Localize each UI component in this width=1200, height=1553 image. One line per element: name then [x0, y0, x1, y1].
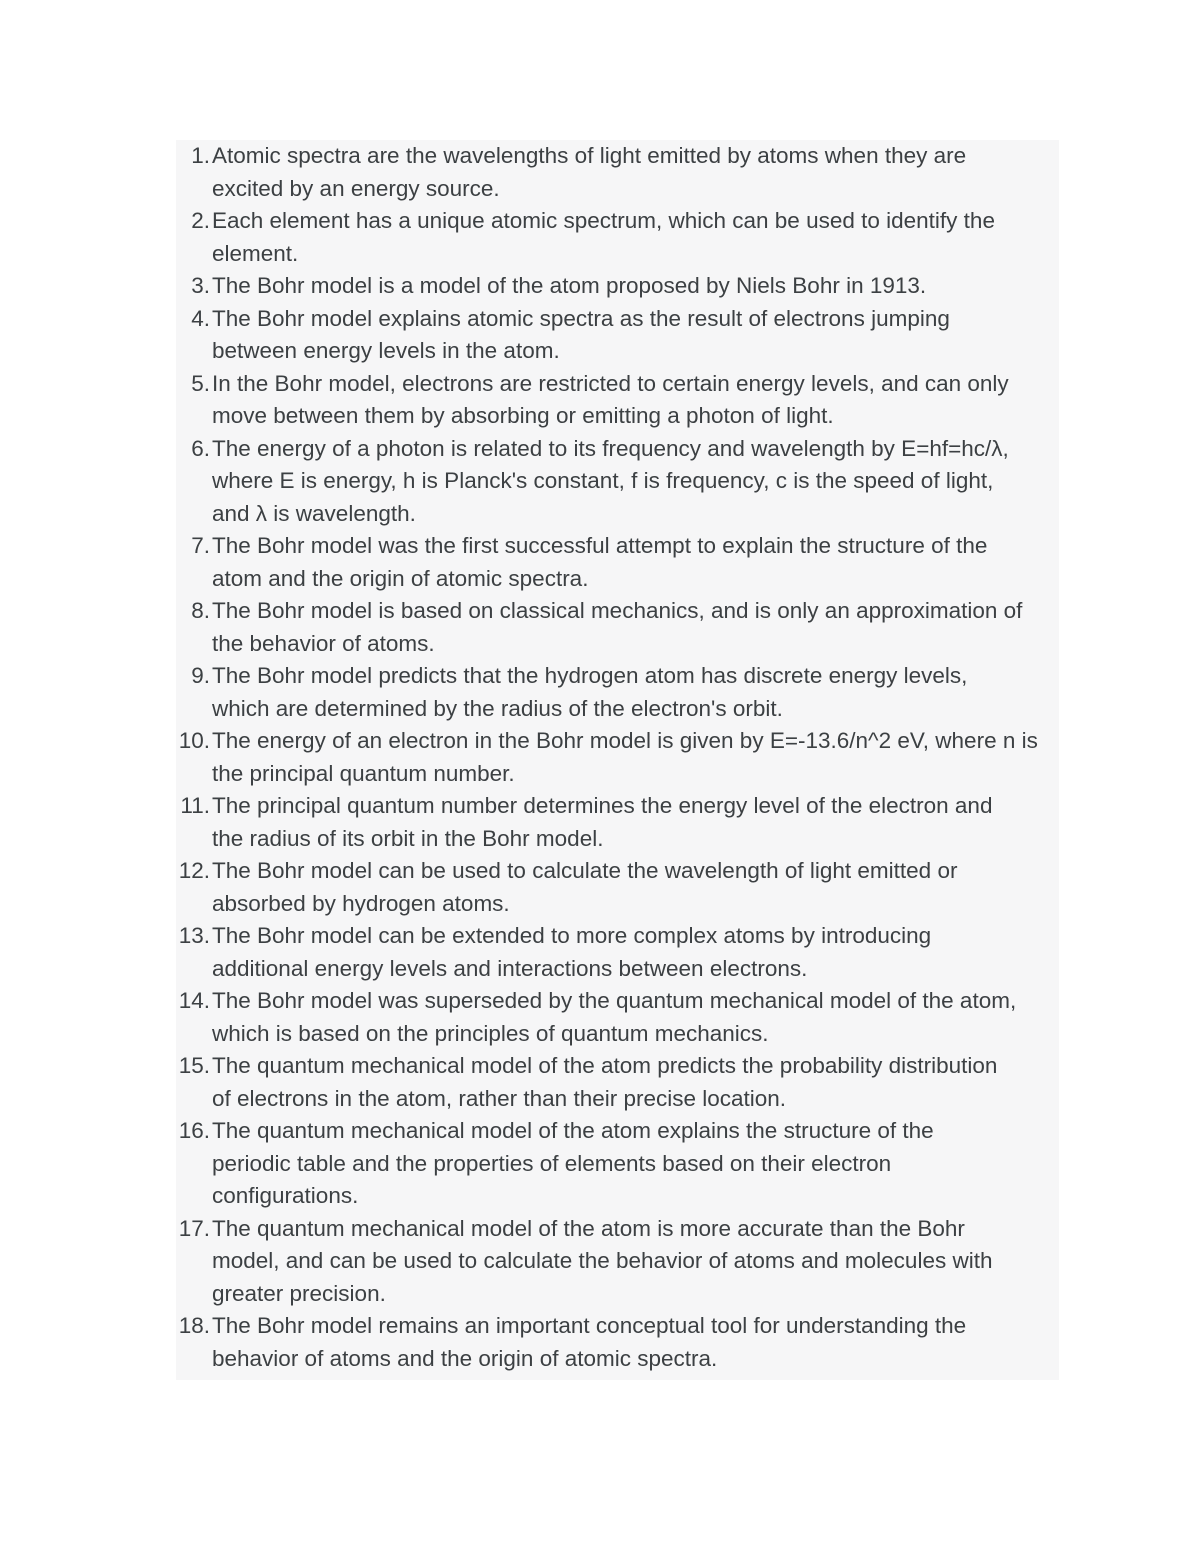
list-item-text [212, 920, 1064, 985]
list-item [176, 205, 1059, 270]
list-item [176, 433, 1059, 531]
list-item-line: which is based on the principles of quantum mechanics. [212, 1020, 769, 1046]
list-item-number: 4. [191, 305, 210, 331]
list-item-number: 3. [191, 273, 210, 298]
list-item-line: The Bohr model was superseded by the quantum mechanical model of the atom, [212, 988, 1017, 1013]
list-item-text [212, 270, 1064, 303]
document-text-block [176, 140, 1059, 1380]
list-item-number: 15. [178, 1053, 210, 1078]
list-item-text [212, 530, 1064, 595]
list-item-line: The energy of an electron in the Bohr model is given by E=-13.6/n^2 eV, where n is [212, 728, 1038, 753]
list-item-text [212, 660, 1064, 725]
list-item [176, 1213, 1059, 1311]
list-item [176, 1115, 1059, 1213]
list-item-text [212, 1213, 1064, 1311]
list-item-text [212, 205, 1064, 270]
list-item-line: The Bohr model is based on classical mechanics, and is only an approximation of [212, 598, 1023, 623]
list-item-number: 1. [191, 143, 210, 168]
list-item [176, 140, 1059, 205]
list-item [176, 985, 1059, 1050]
list-item [176, 790, 1059, 855]
list-item-text [212, 725, 1064, 790]
list-item-number: 14. [178, 988, 210, 1013]
list-item-number: 5. [191, 370, 210, 396]
list-item-text [212, 303, 1064, 368]
list-item-line: The Bohr model is a model of the atom proposed by Niels Bohr in 1913. [212, 273, 927, 298]
list-item-line: In the Bohr model, electrons are restricted to certain energy levels, and can only [212, 370, 1009, 396]
list-item-line: move between them by absorbing or emitting a photon of light. [212, 403, 834, 428]
list-item-text [212, 140, 1064, 205]
list-item-line: The quantum mechanical model of the atom explains the structure of the [212, 1118, 934, 1143]
list-item-text [212, 790, 1064, 855]
list-item [176, 530, 1059, 595]
list-item-number: 9. [191, 663, 210, 688]
list-item [176, 270, 1059, 303]
list-item-line: atom and the origin of atomic spectra. [212, 565, 589, 591]
list-item-number: 11. [180, 793, 210, 818]
list-item-number: 16. [178, 1118, 210, 1143]
list-item-line: Atomic spectra are the wavelengths of light emitted by atoms when they are [212, 143, 967, 168]
list-item-line: The Bohr model remains an important conceptual tool for understanding the [212, 1313, 967, 1338]
list-item-line: The energy of a photon is related to its frequency and wavelength by E=hf=hc/λ, [212, 435, 1009, 461]
list-item-line: element. [212, 240, 299, 266]
list-item [176, 303, 1059, 368]
list-item-number: 6. [191, 435, 210, 461]
list-item-line: greater precision. [212, 1280, 386, 1306]
list-item [176, 725, 1059, 790]
list-item-number: 7. [191, 533, 210, 558]
list-item-line: The quantum mechanical model of the atom predicts the probability distribution [212, 1053, 998, 1078]
list-item [176, 1310, 1059, 1375]
list-item-line: the behavior of atoms. [212, 630, 435, 656]
list-item-line: the principal quantum number. [212, 760, 515, 786]
list-item-line: the radius of its orbit in the Bohr model. [212, 825, 604, 851]
list-item-number: 12. [178, 858, 210, 883]
list-item-line: absorbed by hydrogen atoms. [212, 890, 510, 916]
list-item-line: The quantum mechanical model of the atom is more accurate than the Bohr [212, 1215, 965, 1241]
list-item [176, 1050, 1059, 1115]
list-item [176, 920, 1059, 985]
list-item-line: The Bohr model can be extended to more complex atoms by introducing [212, 923, 932, 948]
list-item-line: and λ is wavelength. [212, 500, 416, 526]
list-item-text [212, 1050, 1064, 1115]
list-item-line: Each element has a unique atomic spectrum, which can be used to identify the [212, 208, 995, 233]
list-item-line: behavior of atoms and the origin of atomic spectra. [212, 1345, 718, 1371]
list-item-text [212, 855, 1064, 920]
list-item-line: The Bohr model predicts that the hydrogen atom has discrete energy levels, [212, 663, 968, 688]
list-item-line: additional energy levels and interactions between electrons. [212, 955, 808, 981]
list-item-number: 2. [191, 208, 210, 233]
list-item-line: periodic table and the properties of elements based on their electron [212, 1150, 892, 1176]
list-item-text [212, 1310, 1064, 1375]
list-item-line: excited by an energy source. [212, 175, 500, 201]
list-item-number: 10. [178, 728, 210, 753]
list-item [176, 855, 1059, 920]
list-item-line: where E is energy, h is Planck's constant, f is frequency, c is the speed of light, [212, 468, 994, 493]
list-item-number: 8. [191, 598, 210, 623]
list-item [176, 660, 1059, 725]
list-item-line: configurations. [212, 1183, 359, 1208]
list-item-line: The Bohr model can be used to calculate the wavelength of light emitted or [212, 858, 958, 883]
list-item-line: which are determined by the radius of the electron's orbit. [212, 695, 783, 721]
list-item-number: 17. [178, 1215, 210, 1241]
list-item-text [212, 595, 1064, 660]
list-item-number: 18. [178, 1313, 210, 1338]
list-item-line: The Bohr model explains atomic spectra as the result of electrons jumping [212, 305, 950, 331]
list-item-line: The Bohr model was the first successful attempt to explain the structure of the [212, 533, 988, 558]
list-item-line: between energy levels in the atom. [212, 338, 560, 363]
list-item-number: 13. [178, 923, 210, 948]
list-item [176, 368, 1059, 433]
list-item-line: model, and can be used to calculate the behavior of atoms and molecules with [212, 1248, 993, 1273]
list-item-line: The principal quantum number determines the energy level of the electron and [212, 793, 993, 818]
list-item-text [212, 368, 1064, 433]
list-item-line: of electrons in the atom, rather than their precise location. [212, 1085, 787, 1111]
list-item-text [212, 433, 1064, 531]
list-item-text [212, 985, 1064, 1050]
list-item-text [212, 1115, 1064, 1213]
list-item [176, 595, 1059, 660]
